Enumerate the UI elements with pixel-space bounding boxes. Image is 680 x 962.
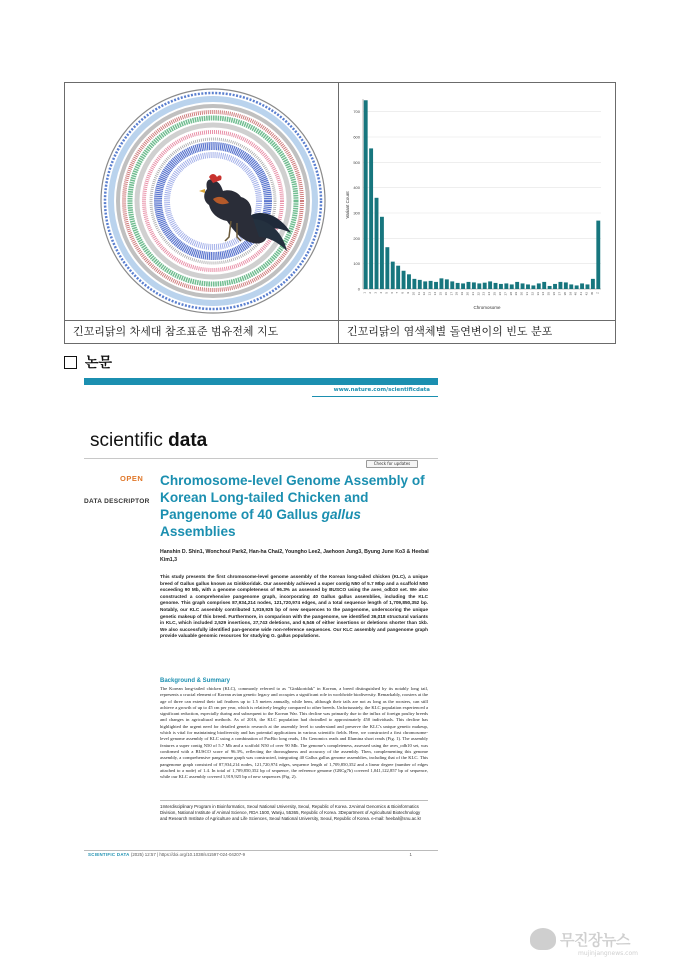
x-tick-label: 31	[524, 292, 529, 296]
bar-14	[434, 282, 438, 289]
x-tick-label: W	[589, 292, 594, 295]
bar-19	[461, 283, 465, 289]
check-updates-button[interactable]: Check for updates	[366, 460, 418, 468]
bar-35	[548, 286, 552, 289]
journal-prefix: scientific	[90, 430, 163, 451]
y-tick-label: 100	[353, 261, 360, 267]
checkbox-icon	[64, 356, 77, 369]
x-tick-label: 24	[487, 292, 492, 296]
x-tick-label: 37	[557, 292, 562, 296]
footnote-divider	[160, 800, 428, 801]
x-tick-label: 29	[514, 292, 519, 296]
background-text: The Korean long-tailed chicken (KLC), commonly referred to as "Ginkkoridak" in Korean, a breed distinguished by its notably long tail, represents a crucial element of Korean avian genetic legacy and occupies a significant role in worldwide biodiversity. Remarkably, roosters at the age of three can extend their tail feathers up to 1.5 meters annually, while hens, although their tails are not as long as the roosters, can still achieve a growth of up to 45 cm per year, which is relatively lengthy compared to other breeds. Unfortunately, the KLC population experienced a significant reduction, especially during and subsequent to the Korean War. This decline was primarily due to the influx of foreign poultry breeds and changes in agricultural methods. As of 2016, the KLC population had dwindled to approximately 450 individuals. This decline has highlighted the urgent need for detailed genetic research at the assembly level to understand and preserve the KLC's unique genetic makeup, which is vital for maintaining biodiversity and has potential applications in various scientific fields. Here, we constructed a first chromosome-level genome assembly of KLC using a combination of PacBio long reads, 10x Genomics reads and Illumina short reads (Fig. 1). The assembly features a super contig N50 of 5.7 Mb and a scaffold N50 of over 90 Mb. The genome's completeness, assessed using the aves_odb10 set, was confirmed with a BUSCO score of 96.3%, reflecting the thoroughness and accuracy of the assembly. Then, complementing this genome assembly, a comprehensive pangenome graph was constructed, integrating 40 Gallus gallus genome assemblies, including that of the KLC. This pangenome graph consisted of 87,934,214 nodes, 121,720,974 edges, sequence length of 1,709,850,352 and a linear degree (number of edges attached to a node) of 1.4. In total of 1,709,850,352 bp of sequence, the reference genome (GRCg7b) covered 1,041,122,857 bp of sequence, while our KLC assembly covered 1,919,925 bp of new sequences (Fig. 2).	[160, 686, 428, 780]
y-tick-label: 200	[353, 235, 360, 241]
bar-1	[364, 100, 368, 289]
x-tick-label: 32	[530, 292, 535, 296]
x-tick-label: 19	[460, 292, 465, 296]
x-tick-label: 42	[584, 292, 589, 296]
x-tick-label: 33	[535, 292, 540, 296]
x-tick-label: 11	[416, 292, 421, 296]
paper-url-underline	[312, 396, 438, 397]
x-tick-label: 34	[541, 292, 546, 296]
journal-name	[90, 430, 207, 452]
paper-page	[84, 378, 438, 862]
paper-footer	[88, 852, 434, 857]
x-tick-label: 26	[497, 292, 502, 296]
x-tick-label: 7	[395, 292, 400, 294]
x-tick-label: 23	[481, 292, 486, 296]
bar-26	[499, 284, 503, 289]
x-tick-label: 17	[449, 292, 454, 296]
bar-12	[423, 281, 427, 289]
bar-37	[558, 282, 562, 289]
bar-39	[569, 284, 573, 289]
paper-authors: Hanshin D. Shin1, Wonchoul Park2, Han-ha Chai2, Youngho Lee2, Jaehoon Jung3, Byung June Ko3 & Heebal Kim1,3	[160, 549, 429, 563]
x-tick-label: 3	[373, 292, 378, 294]
bar-6	[391, 262, 395, 289]
journal-divider	[84, 458, 438, 459]
chart-caption: 긴꼬리닭의 염색체별 돌연변이의 빈도 분포	[347, 325, 553, 338]
bar-Z	[596, 221, 600, 289]
bar-22	[477, 283, 481, 289]
bar-7	[396, 266, 400, 289]
section-heading	[64, 352, 112, 372]
y-tick-label: 400	[353, 185, 360, 191]
x-tick-label: 40	[573, 292, 578, 296]
bar-32	[531, 285, 535, 289]
x-tick-label: 8	[400, 292, 405, 294]
circos-pangenome-map	[65, 83, 339, 321]
bar-21	[472, 282, 476, 289]
bar-10	[412, 279, 416, 289]
x-tick-label: 28	[508, 292, 513, 296]
x-tick-label: 15	[438, 292, 443, 296]
x-tick-label: 35	[546, 292, 551, 296]
x-tick-label: 21	[470, 292, 475, 296]
bar-28	[510, 284, 514, 289]
open-access-label: OPEN	[120, 474, 144, 483]
x-tick-label: 20	[465, 292, 470, 296]
paper-header-bar	[84, 378, 438, 385]
x-tick-label: 41	[579, 292, 584, 296]
y-tick-label: 700	[353, 109, 360, 115]
bar-30	[521, 283, 525, 289]
bar-42	[586, 284, 590, 289]
bar-5	[385, 247, 389, 289]
bar-40	[575, 285, 579, 289]
x-tick-label: 13	[427, 292, 432, 296]
bar-36	[553, 284, 557, 289]
affiliations-footnote: 1Interdisciplinary Program in Bioinformatics, Seoul National University, Seoul, Republic of Korea. 2Animal Genomics & Bioinformatics Division, National Institute of Animal Science, RDA 1500, Wanju, 55365, Republic of Korea. 3Department of Agricultural Biotechnology and Research Institute of Agriculture and Life Sciences, Seoul National University, Seoul, Republic of Korea. e-mail: heebal@snu.ac.kr	[160, 804, 422, 821]
x-tick-label: 25	[492, 292, 497, 296]
x-tick-label: 10	[411, 292, 416, 296]
bar-25	[494, 283, 498, 289]
title-part2: Assemblies	[160, 524, 236, 539]
bar-9	[407, 274, 411, 289]
circos-plot-image	[65, 83, 339, 321]
bar-29	[515, 282, 519, 289]
x-tick-label: 14	[433, 292, 438, 296]
bar-2	[369, 148, 373, 289]
watermark-subtext: mujinjangnews.com	[578, 950, 638, 957]
figure-table	[64, 82, 616, 344]
bar-3	[375, 198, 379, 289]
bar-41	[580, 283, 584, 289]
bar-23	[483, 283, 487, 289]
journal-bold: data	[168, 430, 208, 451]
bar-16	[445, 279, 449, 289]
x-tick-label: 22	[476, 292, 481, 296]
x-tick-label: Z	[595, 292, 600, 294]
circos-caption: 긴꼬리닭의 차세대 참조표준 범유전체 지도	[65, 321, 339, 343]
bar-27	[504, 283, 508, 289]
bar-18	[456, 283, 460, 289]
x-tick-label: 4	[378, 292, 383, 294]
watermark-logo-icon	[530, 928, 556, 950]
paper-url[interactable]: www.nature.com/scientificdata	[333, 387, 430, 393]
bar-24	[488, 281, 492, 289]
bar-13	[429, 281, 433, 289]
x-tick-label: 30	[519, 292, 524, 296]
bar-4	[380, 217, 384, 289]
bar-W	[591, 279, 595, 289]
paper-abstract: This study presents the first chromosome-level genome assembly of the Korean long-tailed chicken (KLC), a unique breed of Gallus gallus known as Ginkkoridak. Our assembly achieved a super contig N50 of 5.7 Mbp and a scaffold N50 exceeding 90 Mb, with a genome completeness of 96.3% as assessed by BUSCO using the aves_odb10 set. We also constructed a comprehensive pangenome graph, incorporating 40 Gallus gallus assemblies, including the KLC genome. This graph comprises 87,934,214 nodes, 121,720,974 edges, and a total sequence length of 1,709,850,352 bp. Notably, our KLC assembly contributed 1,919,925 bp of new sequences to the pangenome, underscoring the unique genetic makeup of this breed. Furthermore, in comparison with the pangenome, we identified 36,018 structural variants in KLC, which included 2,529 insertions, 27,743 deletions, and 6,546 of either insertions or deletions shorter than 1kb. We also successfully identified pan-genome wide non-reference sequences. Our KLC assembly and pangenome graph provide valuable genomic resources for studying G. gallus populations.	[160, 574, 428, 639]
bar-11	[418, 280, 422, 289]
variant-chart-panel	[339, 83, 615, 321]
x-tick-label: 38	[562, 292, 567, 296]
bar-15	[439, 278, 443, 289]
bar-20	[467, 282, 471, 289]
x-tick-label: 36	[552, 292, 557, 296]
y-tick-label: 0	[357, 286, 360, 292]
footer-divider	[84, 850, 438, 851]
title-part1: Chromosome-level Genome Assembly of Korean Long-tailed Chicken and Pangenome of 40 Gallus	[160, 473, 425, 522]
bar-33	[537, 283, 541, 289]
x-tick-label: 16	[443, 292, 448, 296]
x-tick-label: 39	[568, 292, 573, 296]
chart-ylabel: Variant Count	[345, 191, 350, 219]
x-tick-label: 1	[362, 292, 367, 294]
bar-34	[542, 282, 546, 289]
y-tick-label: 600	[353, 134, 360, 140]
footer-citation[interactable]: (2025) 12:57 | https://doi.org/10.1038/s41597-024-04207-9	[130, 852, 246, 857]
x-tick-label: 18	[454, 292, 459, 296]
article-type-label: DATA DESCRIPTOR	[84, 498, 150, 505]
bar-8	[402, 271, 406, 289]
chart-xlabel: Chromosome	[473, 305, 501, 310]
x-tick-label: 9	[405, 292, 410, 294]
x-tick-label: 12	[422, 292, 427, 296]
footer-page-number: 1	[409, 852, 412, 857]
bar-31	[526, 284, 530, 289]
watermark-text: 무진장뉴스	[560, 930, 630, 949]
title-italic: gallus	[321, 507, 361, 522]
footer-journal: SCIENTIFIC DATA	[88, 852, 130, 857]
y-tick-label: 300	[353, 210, 360, 216]
bar-17	[450, 281, 454, 289]
x-tick-label: 5	[384, 292, 389, 294]
x-tick-label: 6	[389, 292, 394, 294]
x-tick-label: 27	[503, 292, 508, 296]
variant-frequency-chart	[339, 83, 615, 321]
y-tick-label: 500	[353, 159, 360, 165]
bar-38	[564, 282, 568, 289]
section-heading-text: 논문	[85, 355, 113, 371]
paper-title	[160, 472, 430, 540]
background-heading: Background & Summary	[160, 678, 231, 684]
x-tick-label: 2	[368, 292, 373, 294]
